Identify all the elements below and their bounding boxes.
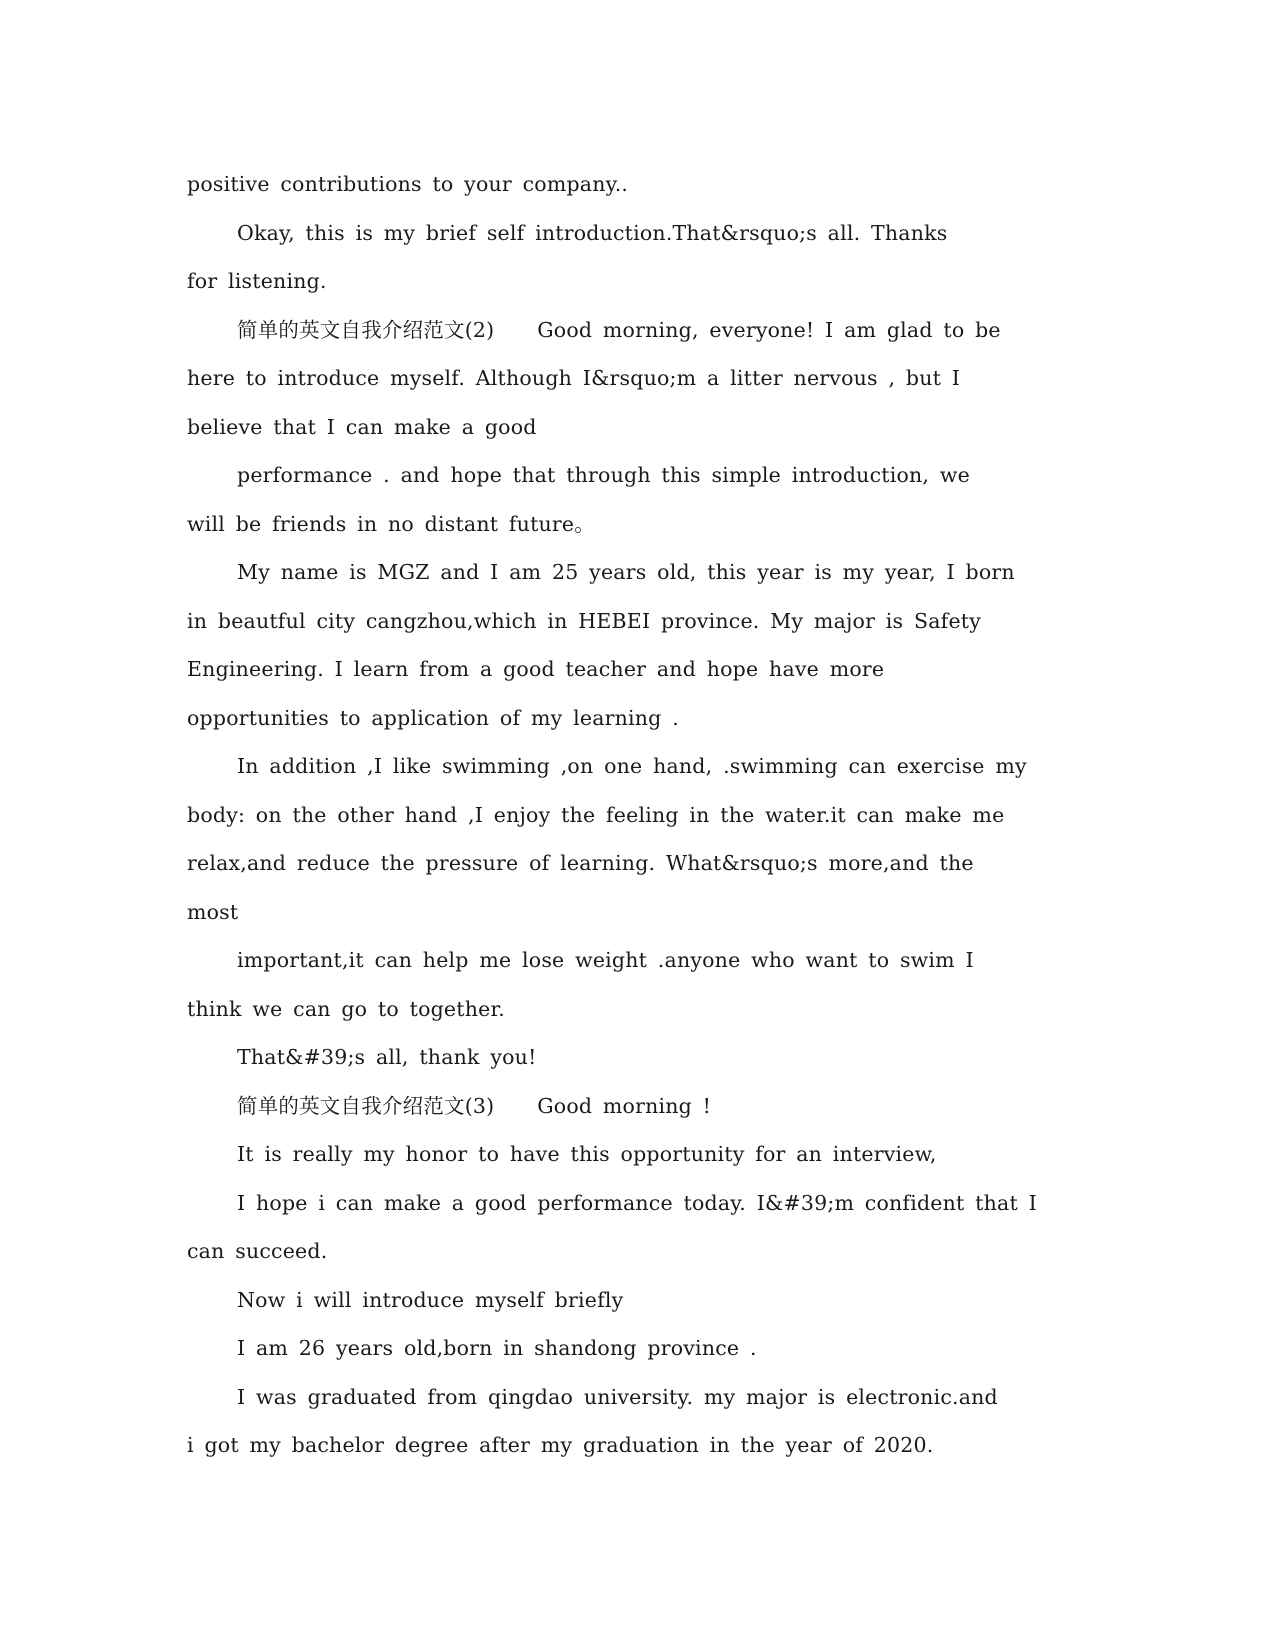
text-line: i got my bachelor degree after my graduation in the year of 2020. <box>187 1433 934 1457</box>
document-text <box>187 160 1087 1470</box>
text-line: Now i will introduce myself briefly <box>237 1287 624 1312</box>
text-line: Okay, this is my brief self introduction.That&rsquo;s all. Thanks <box>237 220 948 245</box>
text-line: here to introduce myself. Although I&rsquo;m a litter nervous , but I <box>187 366 961 390</box>
text-line: in beautful city cangzhou,which in HEBEI province. My major is Safety <box>187 608 982 633</box>
text-line: In addition ,I like swimming ,on one hand, .swimming can exercise my <box>237 754 1027 778</box>
text-line: relax,and reduce the pressure of learning. What&rsquo;s more,and the <box>187 851 974 875</box>
text-line: performance . and hope that through this simple introduction, we <box>237 463 970 487</box>
text-line: positive contributions to your company.. <box>187 172 629 196</box>
text-line: will be friends in no distant future。 <box>187 511 595 536</box>
text-line: I was graduated from qingdao university. my major is electronic.and <box>237 1384 998 1409</box>
text-line: I hope i can make a good performance today. I&#39;m confident that I <box>237 1190 1037 1215</box>
text-line: think we can go to together. <box>187 996 505 1021</box>
text-line: believe that I can make a good <box>187 414 537 439</box>
text-line: opportunities to application of my learning . <box>187 705 679 730</box>
text-line: important,it can help me lose weight .anyone who want to swim I <box>237 948 974 972</box>
text-line: can succeed. <box>187 1239 328 1263</box>
section-heading-line: 简单的英文自我介绍范文(3) Good morning ! <box>237 1093 712 1118</box>
text-line: My name is MGZ and I am 25 years old, this year is my year, I born <box>237 560 1015 584</box>
text-line: That&#39;s all, thank you! <box>237 1045 537 1069</box>
text-line: I am 26 years old,born in shandong province . <box>237 1336 757 1360</box>
text-line: Engineering. I learn from a good teacher and hope have more <box>187 657 885 681</box>
text-line: It is really my honor to have this opportunity for an interview, <box>237 1142 937 1166</box>
section-heading-line: 简单的英文自我介绍范文(2) Good morning, everyone! I am glad to be <box>237 317 1001 342</box>
text-line: for listening. <box>187 269 327 293</box>
text-line: body: on the other hand ,I enjoy the feeling in the water.it can make me <box>187 802 1005 827</box>
text-line: most <box>187 899 239 924</box>
